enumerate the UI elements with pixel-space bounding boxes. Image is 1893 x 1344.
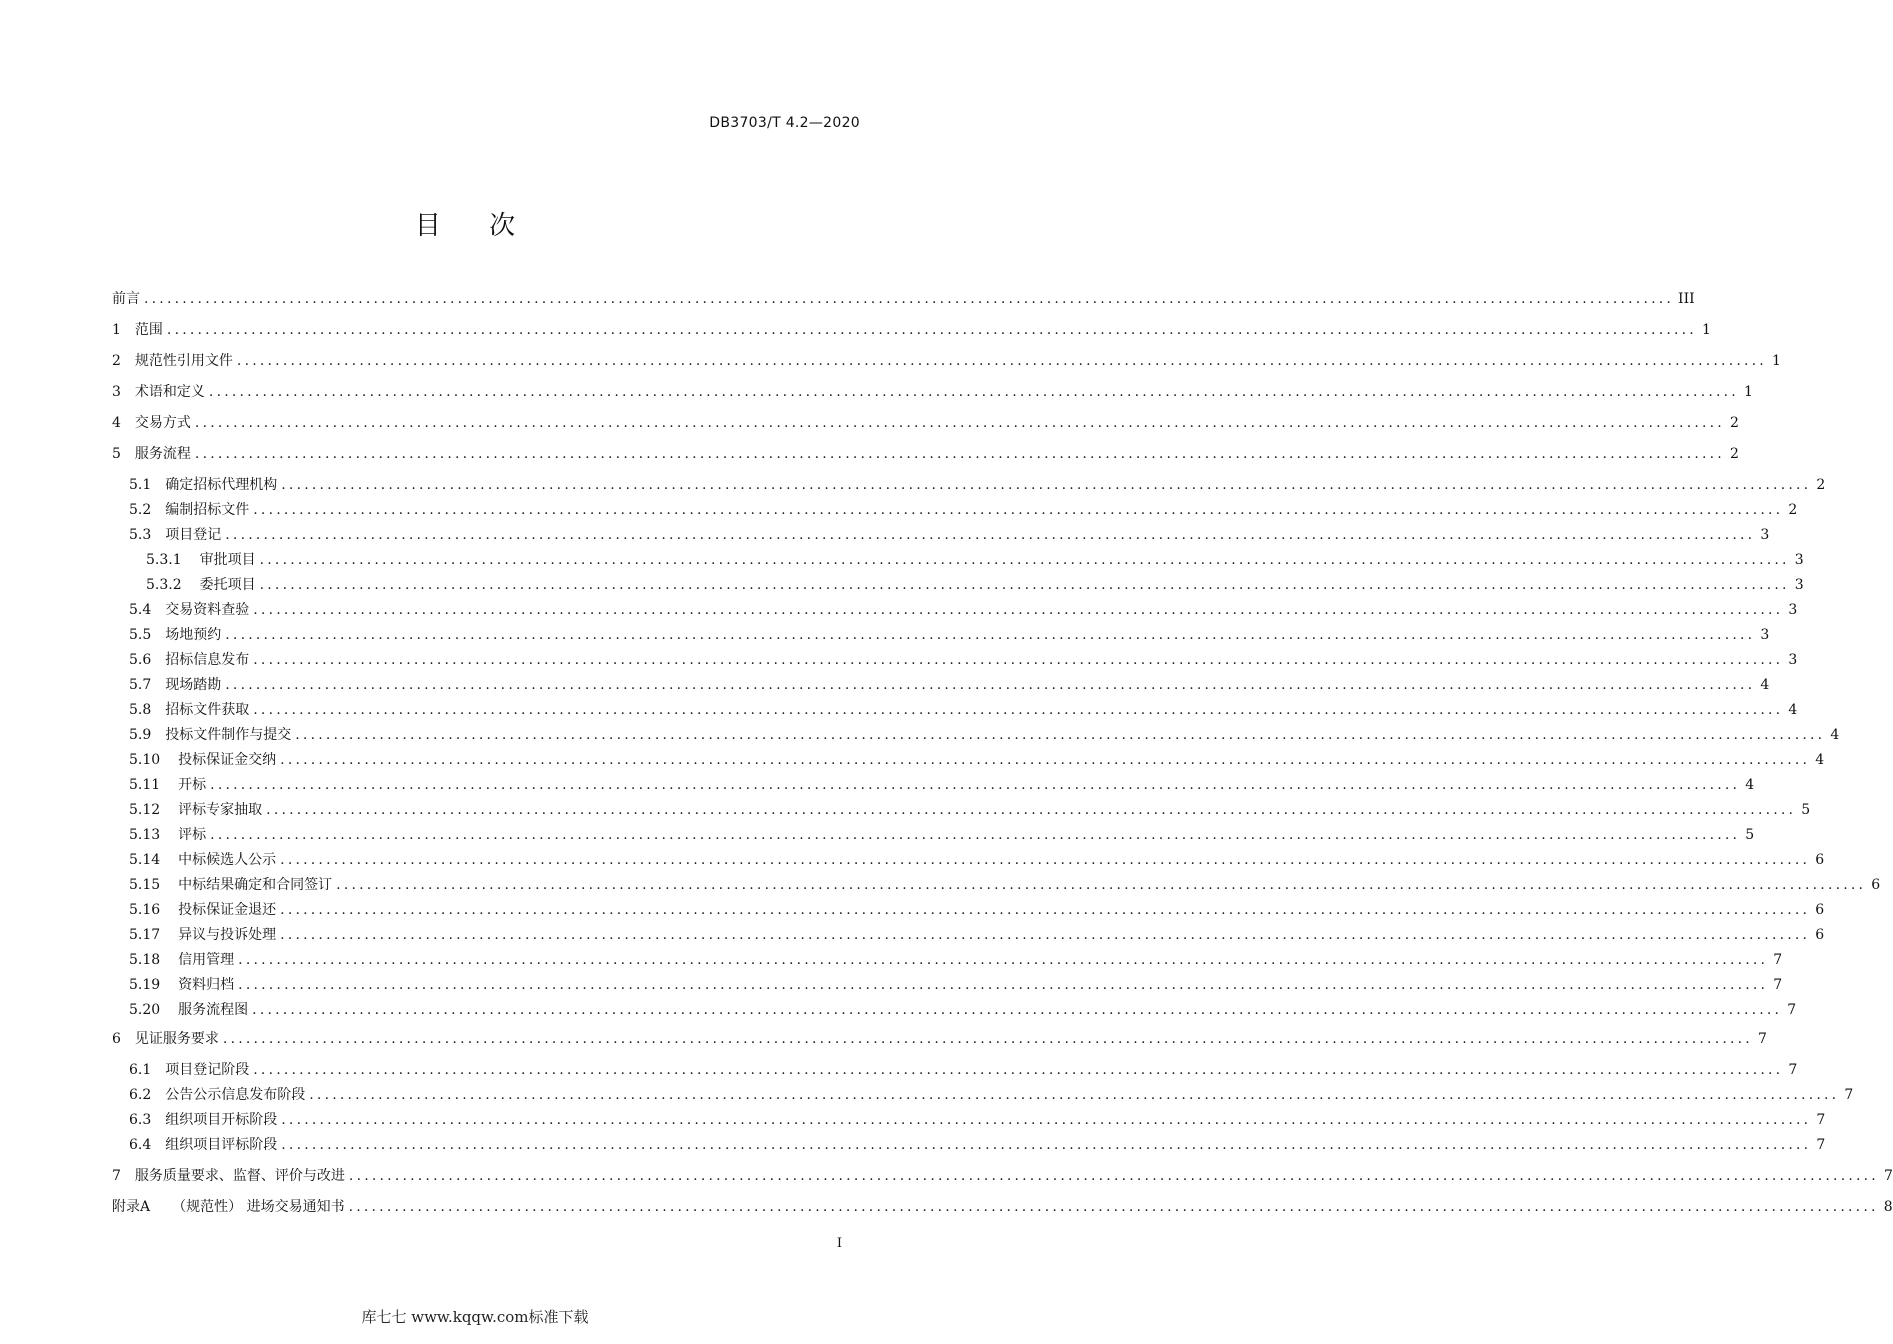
toc-entry-page: 2 (1730, 446, 1739, 462)
toc-entry-title: 组织项目开标阶段 (165, 1112, 278, 1128)
toc-entry-page: 1 (1772, 353, 1781, 369)
toc-entry-page: 6 (1815, 902, 1825, 918)
toc-entry (112, 924, 1825, 946)
toc-leader-dots: ........................................................................................................................................................................................................ (266, 802, 1797, 818)
toc-entry-page: 4 (1815, 752, 1825, 768)
toc-entry-title: 招标文件获取 (165, 702, 250, 718)
toc-entry-title: 规范性引用文件 (134, 353, 233, 369)
toc-leader-dots: ........................................................................................................................................................................................................ (253, 652, 1784, 668)
toc-entry (112, 1109, 1826, 1131)
toc-entry-page: 6 (1815, 852, 1825, 868)
toc-entry (112, 824, 1755, 846)
toc-entry-number: 7 (112, 1168, 121, 1184)
toc-entry-title: 开标 (178, 777, 207, 793)
toc-entry-page: 7 (1773, 977, 1783, 993)
toc-entry-page: 4 (1830, 727, 1840, 743)
toc-entry-title: 信用管理 (178, 952, 235, 968)
toc-entry-number: 5.8 (129, 702, 152, 718)
toc-entry-title: 评标专家抽取 (178, 802, 263, 818)
toc-leader-dots: ........................................................................................................................................................................................................ (295, 727, 1826, 743)
toc-leader-dots: ........................................................................................................................................................................................................ (309, 1087, 1840, 1103)
toc-leader-dots: ........................................................................................................................................................................................................ (236, 353, 1767, 369)
toc-leader-dots: ........................................................................................................................................................................................................ (253, 602, 1784, 618)
toc-entry-number: 1 (112, 322, 121, 338)
toc-entry-title: 见证服务要求 (134, 1031, 219, 1047)
toc-entry-page: 3 (1760, 627, 1770, 643)
toc-entry (112, 549, 1804, 571)
toc-entry (112, 412, 1739, 434)
toc-entry-title: 服务流程图 (178, 1002, 249, 1018)
toc-entry (112, 624, 1770, 646)
toc-entry (112, 999, 1797, 1021)
toc-entry-title: 项目登记阶段 (165, 1062, 250, 1078)
toc-leader-dots: ........................................................................................................................................................................................................ (208, 384, 1739, 400)
toc-entry-title: 公告公示信息发布阶段 (165, 1087, 306, 1103)
toc-entry-page: 2 (1816, 477, 1826, 493)
toc-entry-page: 8 (1883, 1199, 1893, 1215)
toc-entry-number: 附录A (112, 1199, 151, 1215)
toc-entry-page: 7 (1773, 952, 1783, 968)
toc-entry-page: 2 (1730, 415, 1739, 431)
toc-entry (112, 443, 1739, 465)
toc-entry-title: 现场踏勘 (165, 677, 222, 693)
toc-entry (112, 1059, 1798, 1081)
toc-entry-number: 2 (112, 353, 121, 369)
toc-leader-dots: ........................................................................................................................................................................................................ (280, 752, 1811, 768)
toc-entry-page: 7 (1816, 1112, 1826, 1128)
toc-entry-page: 2 (1788, 502, 1798, 518)
toc-entry-number: 5.16 (129, 902, 161, 918)
toc-entry-page: 7 (1816, 1137, 1826, 1153)
toc-entry-page: 6 (1871, 877, 1881, 893)
toc-entry-title: 交易方式 (134, 415, 191, 431)
toc-entry-number: 5.3.1 (146, 552, 182, 568)
toc-entry-page: 3 (1794, 552, 1804, 568)
toc-entry-title: 场地预约 (165, 627, 222, 643)
toc-entry-number: 5.4 (129, 602, 152, 618)
toc-entry-page: 4 (1760, 677, 1770, 693)
toc-entry-title: 交易资料查验 (165, 602, 250, 618)
toc-entry-number: 6.4 (129, 1137, 152, 1153)
toc-entry (112, 1134, 1826, 1156)
toc-leader-dots: ........................................................................................................................................................................................................ (144, 291, 1675, 307)
toc-leader-dots: ........................................................................................................................................................................................................ (194, 446, 1725, 462)
toc-entry-number: 5.12 (129, 802, 161, 818)
toc-entry-title: 投标文件制作与提交 (165, 727, 292, 743)
toc-entry-title: 中标候选人公示 (178, 852, 277, 868)
toc-entry-title: （规范性） 进场交易通知书 (172, 1199, 345, 1215)
toc-entry-page: 3 (1788, 602, 1798, 618)
toc-entry-page: III (1678, 291, 1695, 307)
toc-leader-dots: ........................................................................................................................................................................................................ (252, 1002, 1783, 1018)
toc-entry-number: 5.17 (129, 927, 161, 943)
toc-entry (112, 649, 1798, 671)
toc-entry-page: 5 (1801, 802, 1811, 818)
toc-entry-title: 前言 (112, 291, 140, 307)
toc-entry-title: 术语和定义 (134, 384, 205, 400)
toc-entry-title: 项目登记 (165, 527, 222, 543)
toc-entry (112, 974, 1783, 996)
toc-entry-title: 中标结果确定和合同签订 (178, 877, 333, 893)
toc-entry-page: 3 (1788, 652, 1798, 668)
toc-entry-number: 5.7 (129, 677, 152, 693)
page-number: I (836, 1236, 842, 1251)
toc-entry-number: 6.1 (129, 1062, 152, 1078)
toc-entry-title: 编制招标文件 (165, 502, 250, 518)
toc-entry (112, 849, 1825, 871)
toc-leader-dots: ........................................................................................................................................................................................................ (225, 527, 1756, 543)
toc-leader-dots: ........................................................................................................................................................................................................ (336, 877, 1867, 893)
toc-entry (112, 899, 1825, 921)
toc-leader-dots: ........................................................................................................................................................................................................ (238, 977, 1769, 993)
toc-entry-title: 评标 (178, 827, 207, 843)
toc-entry (112, 699, 1798, 721)
toc-entry-title: 审批项目 (199, 552, 256, 568)
toc-entry (112, 1196, 1893, 1218)
toc-entry (112, 874, 1881, 896)
toc-entry (112, 474, 1826, 496)
toc-entry (112, 524, 1770, 546)
toc-entry (112, 1165, 1893, 1187)
toc-entry (112, 1028, 1767, 1050)
toc-entry (112, 350, 1781, 372)
toc-entry (112, 1084, 1854, 1106)
toc-entry-number: 5.18 (129, 952, 161, 968)
toc-entry-number: 5.13 (129, 827, 161, 843)
toc-entry-number: 5.3.2 (146, 577, 182, 593)
toc-leader-dots: ........................................................................................................................................................................................................ (348, 1199, 1879, 1215)
toc-entry (112, 599, 1798, 621)
toc-leader-dots: ........................................................................................................................................................................................................ (280, 927, 1811, 943)
toc-leader-dots: ........................................................................................................................................................................................................ (259, 577, 1790, 593)
toc-entry-page: 1 (1702, 322, 1711, 338)
toc-entry-page: 7 (1787, 1002, 1797, 1018)
toc-entry-number: 5.2 (129, 502, 152, 518)
toc-entry (112, 799, 1811, 821)
toc-entry-page: 7 (1844, 1087, 1854, 1103)
toc-leader-dots: ........................................................................................................................................................................................................ (253, 1062, 1784, 1078)
toc-entry-page: 5 (1745, 827, 1755, 843)
toc-entry-number: 5.11 (129, 777, 161, 793)
toc-entry-number: 5.6 (129, 652, 152, 668)
toc-entry (112, 288, 1695, 310)
toc-entry-title: 范围 (134, 322, 163, 338)
toc-entry-page: 3 (1794, 577, 1804, 593)
toc-leader-dots: ........................................................................................................................................................................................................ (253, 702, 1784, 718)
toc-entry-page: 4 (1745, 777, 1755, 793)
toc-entry-page: 6 (1815, 927, 1825, 943)
toc-entry-number: 6.2 (129, 1087, 152, 1103)
toc-entry-page: 1 (1744, 384, 1753, 400)
toc-leader-dots: ........................................................................................................................................................................................................ (348, 1168, 1879, 1184)
toc-entry-page: 3 (1760, 527, 1770, 543)
toc-entry (112, 774, 1755, 796)
toc-leader-dots: ........................................................................................................................................................................................................ (194, 415, 1725, 431)
toc-leader-dots: ........................................................................................................................................................................................................ (222, 1031, 1753, 1047)
toc-entry-number: 5.14 (129, 852, 161, 868)
toc-leader-dots: ........................................................................................................................................................................................................ (280, 852, 1811, 868)
toc-leader-dots: ........................................................................................................................................................................................................ (225, 677, 1756, 693)
watermark-text: 库七七 www.kqqw.com标准下载 (361, 1308, 589, 1326)
toc-entry-number: 4 (112, 415, 121, 431)
toc-entry-title: 服务质量要求、监督、评价与改进 (134, 1168, 345, 1184)
toc-entry-title: 组织项目评标阶段 (165, 1137, 278, 1153)
toc-entry-number: 5.1 (129, 477, 152, 493)
toc-entry-number: 5.3 (129, 527, 152, 543)
toc-entry (112, 749, 1825, 771)
toc-entry (112, 949, 1783, 971)
toc-entry-title: 资料归档 (178, 977, 235, 993)
toc-leader-dots: ........................................................................................................................................................................................................ (259, 552, 1790, 568)
toc-entry-number: 5 (112, 446, 121, 462)
toc-entry-number: 5.5 (129, 627, 152, 643)
toc-entry-number: 5.9 (129, 727, 152, 743)
toc-entry-number: 6.3 (129, 1112, 152, 1128)
toc-leader-dots: ........................................................................................................................................................................................................ (253, 502, 1784, 518)
page-title: 目 次 (414, 211, 536, 241)
toc-entry-number: 5.15 (129, 877, 161, 893)
toc-entry-page: 7 (1788, 1062, 1798, 1078)
toc-entry-title: 委托项目 (199, 577, 256, 593)
toc-entry-title: 投标保证金退还 (178, 902, 277, 918)
toc-entry-title: 确定招标代理机构 (165, 477, 278, 493)
toc-leader-dots: ........................................................................................................................................................................................................ (238, 952, 1769, 968)
toc-leader-dots: ........................................................................................................................................................................................................ (225, 627, 1756, 643)
toc-entry (112, 499, 1798, 521)
toc-entry-title: 招标信息发布 (165, 652, 250, 668)
toc-entry-page: 7 (1758, 1031, 1767, 1047)
toc-entry (112, 724, 1840, 746)
toc-entry-title: 服务流程 (134, 446, 191, 462)
toc-leader-dots: ........................................................................................................................................................................................................ (210, 827, 1741, 843)
toc-leader-dots: ........................................................................................................................................................................................................ (281, 1112, 1812, 1128)
toc-entry-number: 6 (112, 1031, 121, 1047)
toc-leader-dots: ........................................................................................................................................................................................................ (281, 477, 1812, 493)
toc-entry-number: 3 (112, 384, 121, 400)
toc-entry-title: 投标保证金交纳 (178, 752, 277, 768)
toc-entry-title: 异议与投诉处理 (178, 927, 277, 943)
toc-entry-page: 7 (1884, 1168, 1893, 1184)
toc-entry (112, 381, 1753, 403)
toc-entry (112, 674, 1770, 696)
toc-entry (112, 574, 1804, 596)
toc-entry-number: 5.19 (129, 977, 161, 993)
toc-entry-page: 4 (1788, 702, 1798, 718)
toc-leader-dots: ........................................................................................................................................................................................................ (281, 1137, 1812, 1153)
document-code: DB3703/T 4.2—2020 (709, 115, 860, 131)
toc-entry-number: 5.20 (129, 1002, 161, 1018)
toc-entry-number: 5.10 (129, 752, 161, 768)
toc-entry (112, 319, 1711, 341)
toc-leader-dots: ........................................................................................................................................................................................................ (210, 777, 1741, 793)
toc-leader-dots: ........................................................................................................................................................................................................ (280, 902, 1811, 918)
toc-leader-dots: ........................................................................................................................................................................................................ (166, 322, 1697, 338)
